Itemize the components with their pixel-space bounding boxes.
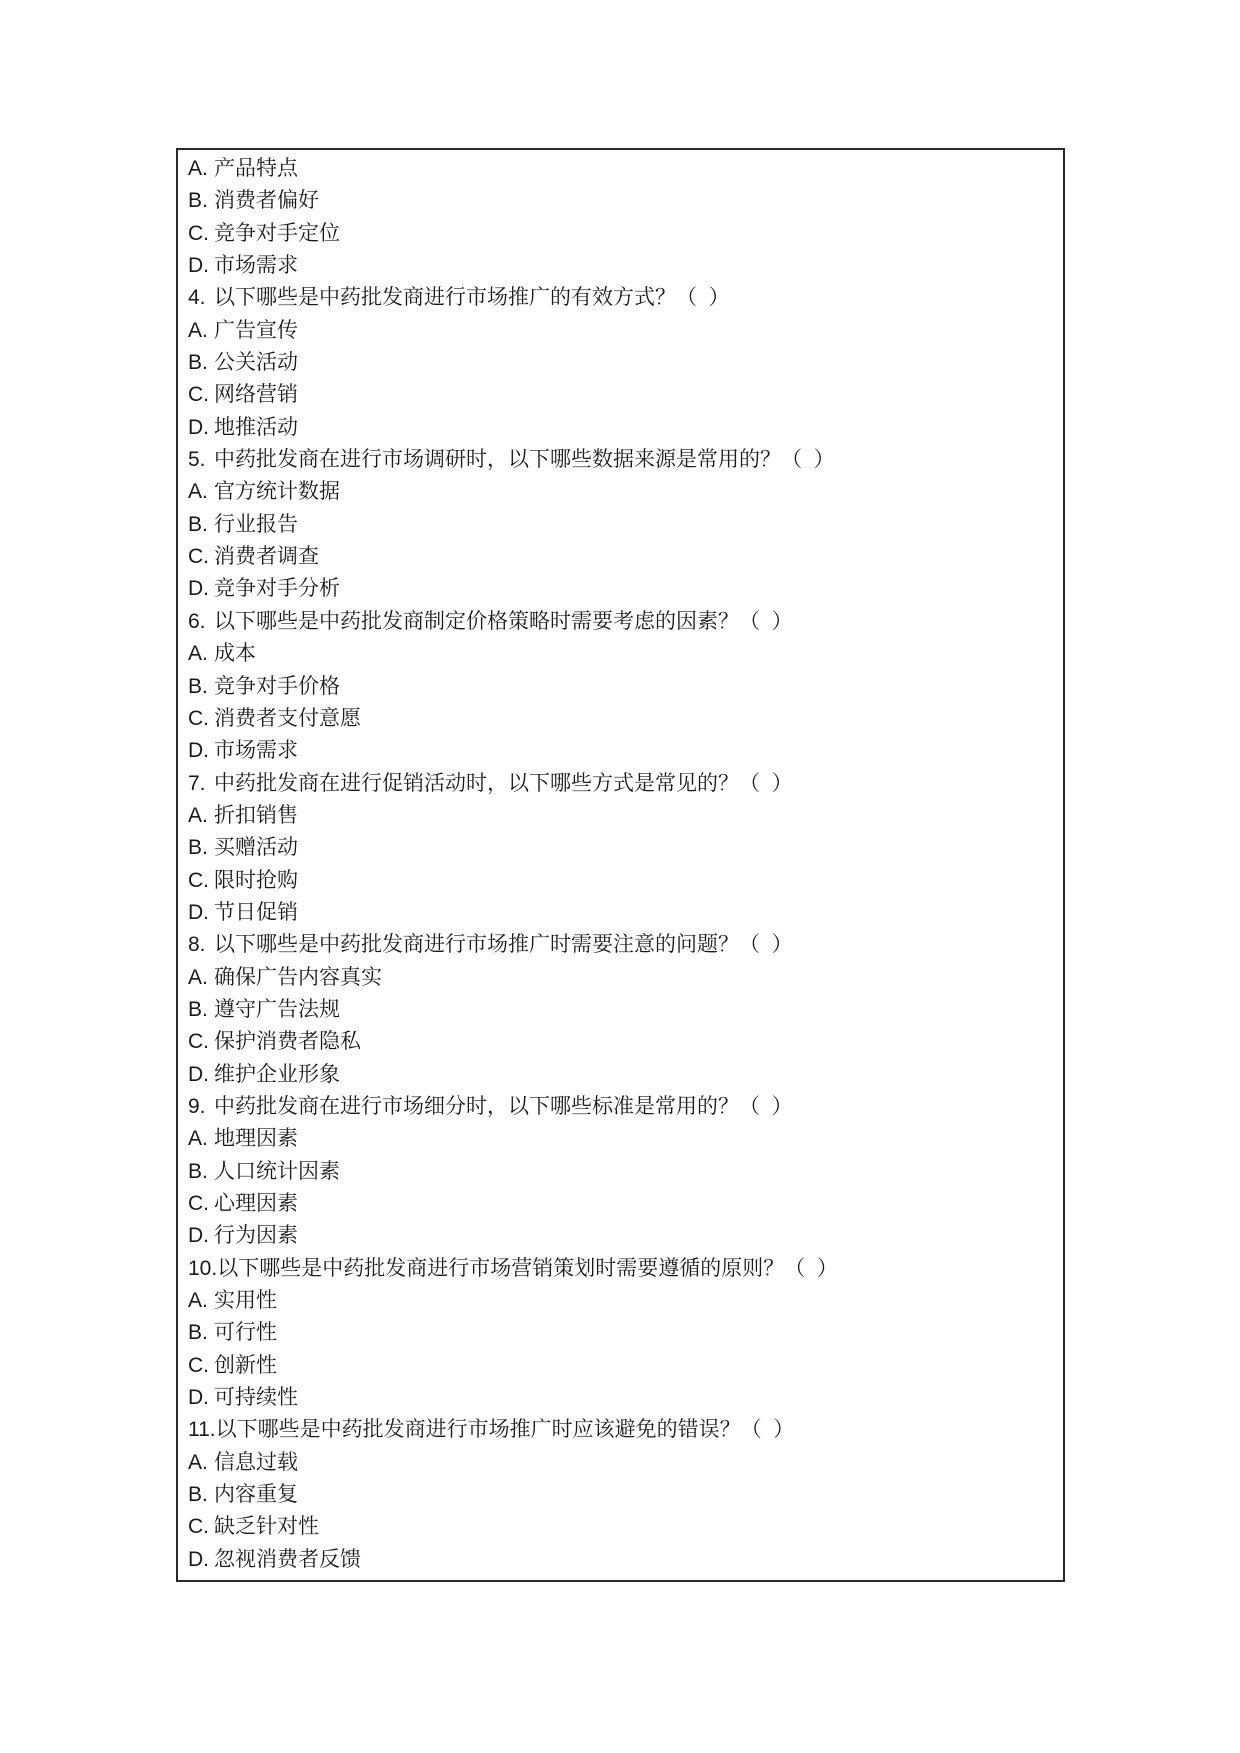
option-label: B.: [188, 512, 208, 536]
option-label: C.: [188, 1515, 209, 1539]
question-number: 9.: [188, 1094, 206, 1118]
option-label: D.: [188, 1547, 209, 1571]
question-text: 以下哪些是中药批发商制定价格策略时需要考虑的因素？（ ）: [214, 609, 793, 633]
option-text: 消费者偏好: [214, 189, 319, 213]
option-text: 竞争对手分析: [214, 577, 340, 601]
option-line: [188, 573, 1053, 605]
option-line: [188, 412, 1053, 444]
question-number: 8.: [188, 933, 206, 957]
option-label: D.: [188, 415, 209, 439]
option-label: A.: [188, 1127, 208, 1151]
option-text: 维护企业形象: [214, 1062, 340, 1086]
option-line: [188, 1544, 1053, 1576]
option-label: B.: [188, 836, 208, 860]
option-line: [188, 347, 1053, 379]
option-line: [188, 541, 1053, 573]
option-label: A.: [188, 642, 208, 666]
option-line: [188, 1350, 1053, 1382]
question-line: [188, 768, 1053, 800]
option-text: 地推活动: [214, 415, 298, 439]
option-label: A.: [188, 1289, 208, 1313]
option-text: 买赠活动: [214, 836, 298, 860]
option-line: [188, 671, 1053, 703]
option-label: D.: [188, 577, 209, 601]
option-text: 信息过载: [214, 1450, 298, 1474]
option-label: B.: [188, 189, 208, 213]
option-label: A.: [188, 157, 208, 180]
option-text: 缺乏针对性: [214, 1515, 319, 1539]
option-text: 消费者调查: [214, 545, 319, 569]
question-lines-container: [188, 153, 1053, 1576]
option-label: B.: [188, 1321, 208, 1345]
question-line: [188, 1414, 1053, 1446]
option-line: [188, 315, 1053, 347]
option-text: 竞争对手定位: [214, 221, 340, 245]
option-line: [188, 638, 1053, 670]
option-label: D.: [188, 1224, 209, 1248]
option-line: [188, 185, 1053, 217]
option-text: 成本: [214, 642, 256, 666]
option-line: [188, 897, 1053, 929]
question-number: 11.: [188, 1418, 216, 1442]
question-text: 中药批发商在进行市场细分时，以下哪些标准是常用的？（ ）: [214, 1094, 793, 1118]
option-line: [188, 1123, 1053, 1155]
option-label: A.: [188, 803, 208, 827]
question-number: 7.: [188, 771, 206, 795]
option-label: C.: [188, 1353, 209, 1377]
option-text: 保护消费者隐私: [214, 1030, 361, 1054]
question-number: 10.: [188, 1256, 218, 1280]
option-line: [188, 1188, 1053, 1220]
option-line: [188, 476, 1053, 508]
option-text: 行为因素: [214, 1224, 298, 1248]
option-text: 可行性: [214, 1321, 277, 1345]
option-line: [188, 832, 1053, 864]
option-label: B.: [188, 1159, 208, 1183]
option-text: 广告宣传: [214, 318, 298, 342]
option-text: 消费者支付意愿: [214, 706, 361, 730]
option-text: 忽视消费者反馈: [214, 1547, 361, 1571]
option-line: [188, 1479, 1053, 1511]
option-line: [188, 1220, 1053, 1252]
option-text: 折扣销售: [214, 803, 298, 827]
option-line: [188, 962, 1053, 994]
option-label: C.: [188, 1192, 209, 1215]
question-line: [188, 1091, 1053, 1123]
option-line: [188, 735, 1053, 767]
question-number: 4.: [188, 286, 206, 310]
option-line: [188, 865, 1053, 897]
option-label: D.: [188, 254, 209, 278]
option-line: [188, 379, 1053, 411]
option-line: [188, 800, 1053, 832]
question-text: 以下哪些是中药批发商进行市场营销策划时需要遵循的原则？（ ）: [217, 1256, 838, 1280]
option-label: C.: [188, 706, 209, 730]
question-text: 中药批发商在进行市场调研时，以下哪些数据来源是常用的？（ ）: [214, 448, 835, 472]
option-label: A.: [188, 480, 208, 504]
option-text: 市场需求: [214, 739, 298, 763]
option-line: [188, 1511, 1053, 1543]
option-text: 遵守广告法规: [214, 997, 340, 1021]
option-text: 实用性: [214, 1289, 277, 1313]
option-label: D.: [188, 1386, 209, 1410]
option-label: C.: [188, 868, 209, 892]
option-text: 公关活动: [214, 351, 298, 375]
option-text: 人口统计因素: [214, 1159, 340, 1183]
question-number: 6.: [188, 609, 206, 633]
option-text: 地理因素: [214, 1127, 298, 1151]
question-sheet: [176, 148, 1065, 1582]
option-label: A.: [188, 318, 208, 342]
option-line: [188, 1317, 1053, 1349]
question-text: 以下哪些是中药批发商进行市场推广时应该避免的错误？（ ）: [215, 1418, 795, 1442]
option-text: 市场需求: [214, 254, 298, 278]
question-text: 以下哪些是中药批发商进行市场推广的有效方式？（ ）: [214, 286, 730, 310]
option-line: [188, 153, 1053, 185]
option-label: B.: [188, 997, 208, 1021]
option-line: [188, 994, 1053, 1026]
option-text: 行业报告: [214, 512, 298, 536]
question-line: [188, 929, 1053, 961]
option-text: 心理因素: [214, 1192, 298, 1215]
question-line: [188, 282, 1053, 314]
question-text: 以下哪些是中药批发商进行市场推广时需要注意的问题？（ ）: [214, 933, 793, 957]
question-line: [188, 444, 1053, 476]
option-text: 创新性: [214, 1353, 277, 1377]
option-label: B.: [188, 351, 208, 375]
question-line: [188, 1253, 1053, 1285]
option-text: 节日促销: [214, 900, 298, 924]
option-line: [188, 1285, 1053, 1317]
option-line: [188, 1447, 1053, 1479]
option-text: 产品特点: [214, 157, 298, 180]
option-text: 网络营销: [214, 383, 298, 407]
option-label: A.: [188, 1450, 208, 1474]
option-line: [188, 218, 1053, 250]
question-text: 中药批发商在进行促销活动时，以下哪些方式是常见的？（ ）: [214, 771, 793, 795]
question-line: [188, 606, 1053, 638]
option-line: [188, 1156, 1053, 1188]
option-text: 限时抢购: [214, 868, 298, 892]
option-label: B.: [188, 1483, 208, 1507]
option-line: [188, 703, 1053, 735]
option-label: D.: [188, 1062, 209, 1086]
option-text: 可持续性: [214, 1386, 298, 1410]
option-text: 官方统计数据: [214, 480, 340, 504]
option-line: [188, 509, 1053, 541]
option-label: B.: [188, 674, 208, 698]
option-label: C.: [188, 545, 209, 569]
option-label: C.: [188, 1030, 209, 1054]
option-text: 竞争对手价格: [214, 674, 340, 698]
option-text: 确保广告内容真实: [214, 965, 382, 989]
option-label: C.: [188, 383, 209, 407]
option-label: C.: [188, 221, 209, 245]
question-number: 5.: [188, 448, 206, 472]
option-line: [188, 1059, 1053, 1091]
option-label: D.: [188, 900, 209, 924]
option-text: 内容重复: [214, 1483, 298, 1507]
option-label: D.: [188, 739, 209, 763]
option-line: [188, 250, 1053, 282]
option-line: [188, 1026, 1053, 1058]
option-label: A.: [188, 965, 208, 989]
option-line: [188, 1382, 1053, 1414]
